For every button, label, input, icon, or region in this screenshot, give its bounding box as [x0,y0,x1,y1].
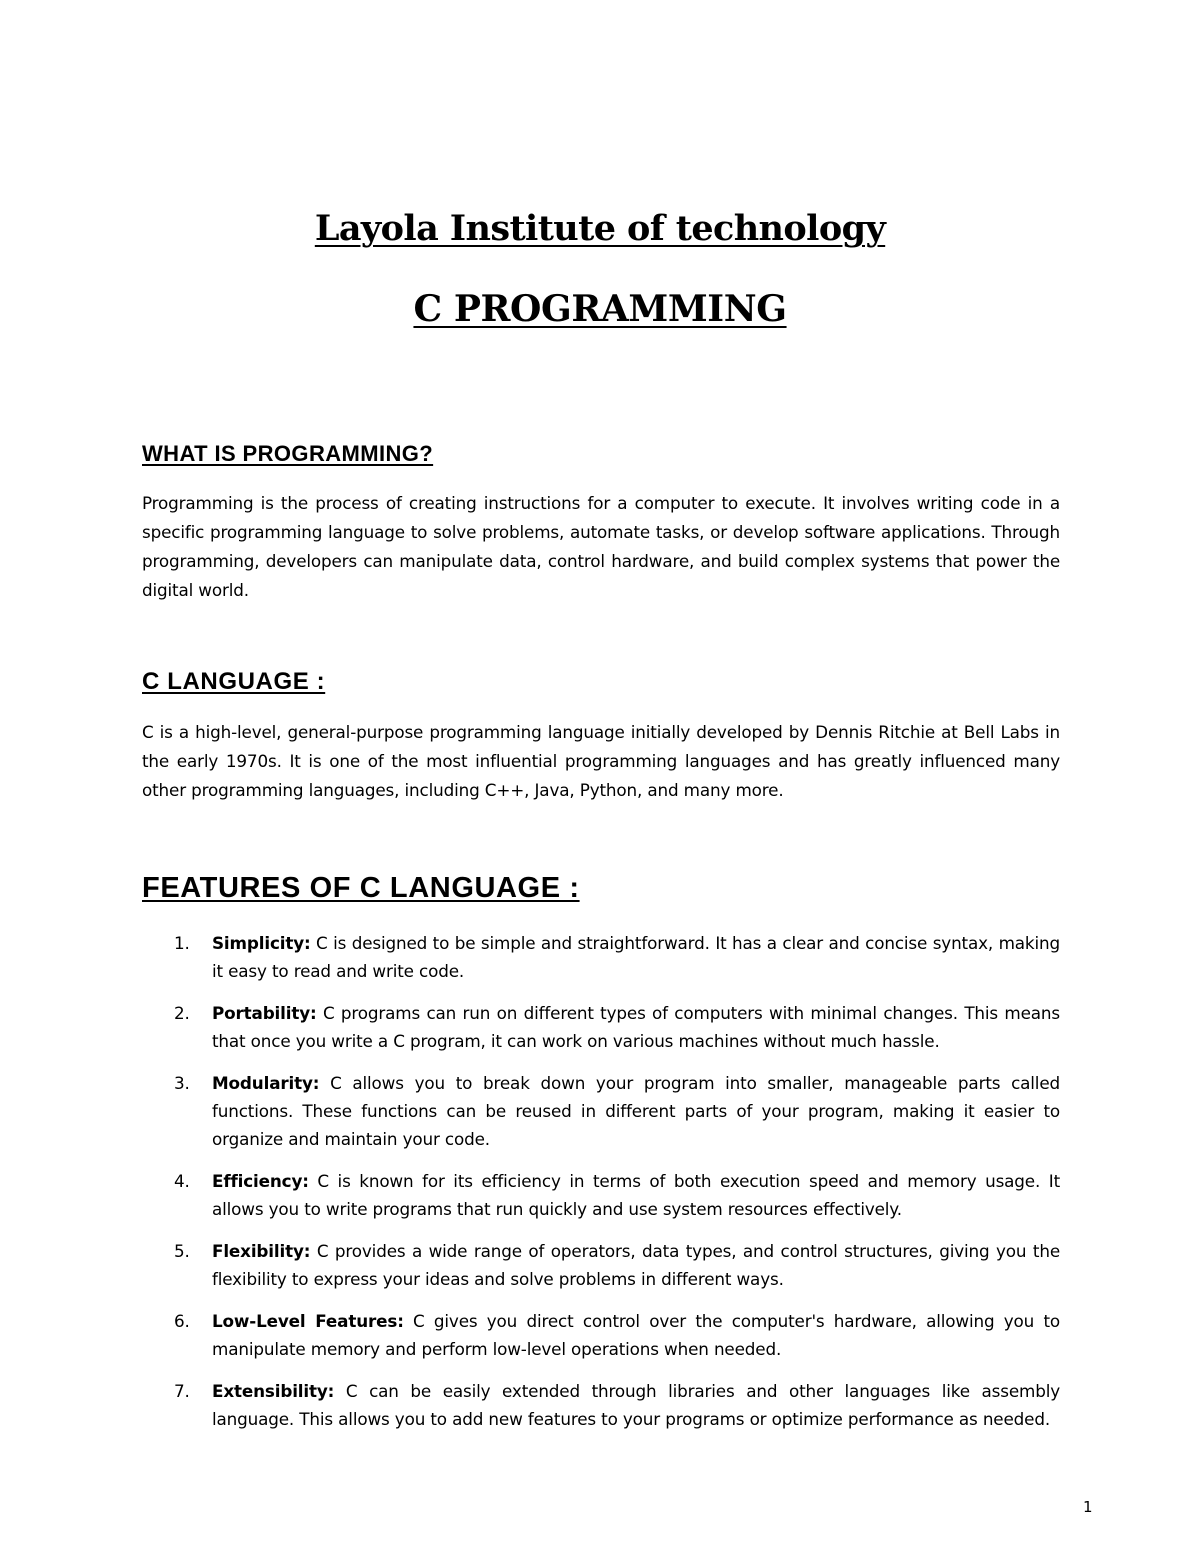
feature-item-simplicity [142,929,1060,985]
feature-number: 1. [174,933,190,953]
page-number: 1 [1083,1498,1093,1516]
feature-item-flexibility [142,1237,1060,1293]
section-heading-c-language: C LANGUAGE : [142,668,326,695]
feature-text: C is designed to be simple and straightforward. It has a clear and concise syntax, making it easy to read and write code. [212,933,1060,981]
feature-name: Portability: [212,1003,317,1023]
feature-name: Low-Level Features: [212,1311,404,1331]
features-list [142,929,1060,1447]
feature-item-extensibility [142,1377,1060,1433]
feature-name: Efficiency: [212,1171,309,1191]
feature-number: 5. [174,1241,190,1261]
document-subtitle: C PROGRAMMING [413,288,787,330]
section-body-what-is-programming: Programming is the process of creating instructions for a computer to execute. It involves writing code in a specific programming language to solve problems, automate tasks, or develop software applications. Through programming, developers can manipulate data, control hardware, and build complex systems that power the digital world. [142,493,1060,600]
feature-name: Flexibility: [212,1241,311,1261]
section-heading-what-is-programming: WHAT IS PROGRAMMING? [142,441,434,466]
feature-item-low-level-features [142,1307,1060,1363]
feature-text: C provides a wide range of operators, data types, and control structures, giving you the flexibility to express your ideas and solve problems in different ways. [212,1241,1060,1289]
feature-name: Extensibility: [212,1381,335,1401]
feature-text: C allows you to break down your program into smaller, manageable parts called functions. These functions can be reused in different parts of your program, making it easier to organize and maintain your code. [212,1073,1060,1149]
document-title: Layola Institute of technology [314,208,886,249]
feature-text: C is known for its efficiency in terms of both execution speed and memory usage. It allows you to write programs that run quickly and use system resources effectively. [212,1171,1060,1219]
feature-text: C can be easily extended through libraries and other languages like assembly language. This allows you to add new features to your programs or optimize performance as needed. [212,1381,1060,1429]
feature-name: Modularity: [212,1073,320,1093]
feature-item-portability [142,999,1060,1055]
feature-number: 6. [174,1311,190,1331]
feature-number: 4. [174,1171,190,1191]
feature-item-efficiency [142,1167,1060,1223]
feature-text: C programs can run on different types of computers with minimal changes. This means that once you write a C program, it can work on various machines without much hassle. [212,1003,1060,1051]
feature-number: 3. [174,1073,190,1093]
feature-text: C gives you direct control over the computer's hardware, allowing you to manipulate memory and perform low-level operations when needed. [212,1311,1060,1359]
feature-item-modularity [142,1069,1060,1153]
feature-number: 2. [174,1003,190,1023]
feature-name: Simplicity: [212,933,311,953]
feature-number: 7. [174,1381,190,1401]
section-heading-features: FEATURES OF C LANGUAGE : [142,872,580,904]
section-body-c-language: C is a high-level, general-purpose programming language initially developed by Dennis Ritchie at Bell Labs in the early 1970s. It is one of the most influential programming languages and has greatly influenced many other programming languages, including C++, Java, Python, and many more. [142,722,1060,800]
